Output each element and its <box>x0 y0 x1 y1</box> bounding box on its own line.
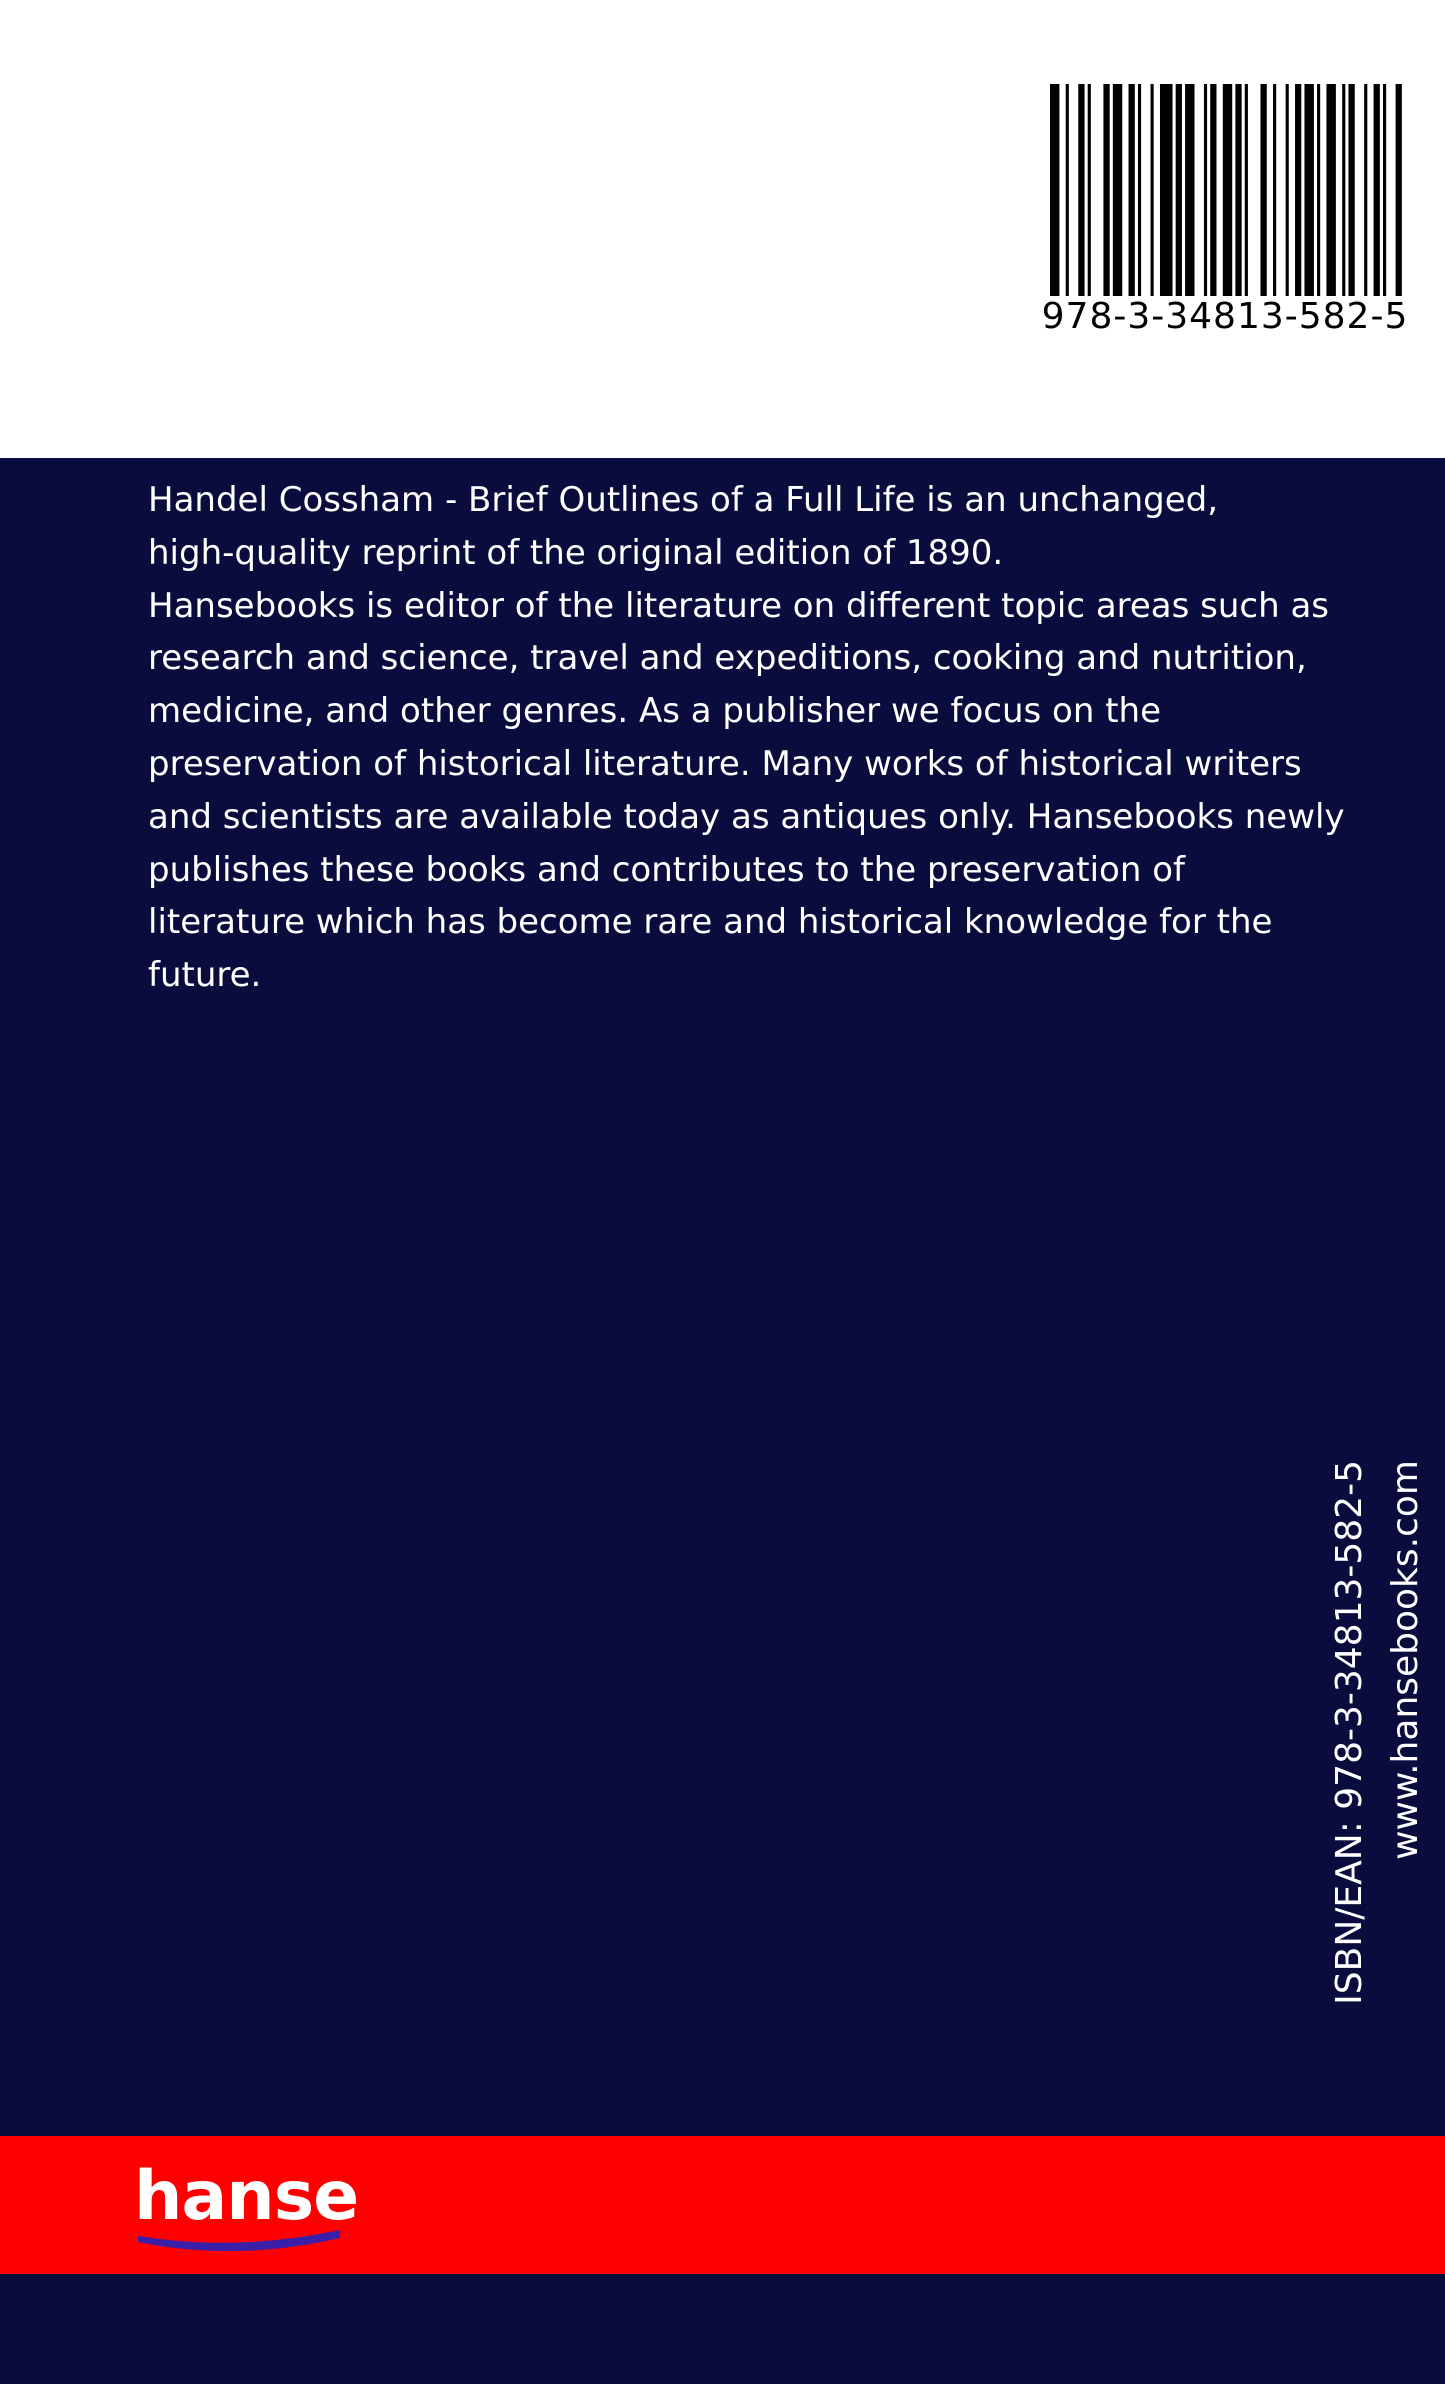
barcode-bar <box>1235 84 1241 296</box>
isbn-vertical-block <box>1322 1460 1442 2010</box>
barcode-bar <box>1223 84 1232 296</box>
barcode-bar <box>1151 84 1154 296</box>
logo-swoosh-icon <box>136 2222 342 2262</box>
barcode-bar <box>1273 84 1276 296</box>
hanse-wordmark: hanse <box>134 2157 359 2236</box>
barcode-bar <box>1129 84 1135 296</box>
barcode-bar <box>1326 84 1335 296</box>
barcode-bar <box>1160 84 1173 296</box>
barcode-bar <box>1088 84 1091 296</box>
barcode-bar <box>1383 84 1386 296</box>
barcode-bar <box>1176 84 1182 296</box>
website-link[interactable]: www.hansebooks.com <box>1385 1460 1426 1860</box>
back-cover-blurb: Handel Cossham - Brief Outlines of a Full Life is an unchanged, high-quality reprint of the original edition of 1890. Hansebooks is editor of the literature on different topic areas such as research and science, travel and expeditions, cooking and nutrition, medicine, and other genres. As a publisher we focus on the preservation of historical literature. Many works of historical writers and scientists are available today as antiques only. Hansebooks newly publishes these books and contributes to the preservation of literature which has become rare and historical knowledge for the future. <box>148 480 1345 996</box>
barcode-bar <box>1138 84 1141 296</box>
barcode-bar <box>1050 84 1059 296</box>
barcode-bar <box>1348 84 1354 296</box>
hanse-logo <box>134 2152 359 2262</box>
barcode-bar <box>1396 84 1402 296</box>
barcode-bar <box>1210 84 1216 296</box>
barcode-bar <box>1078 84 1084 296</box>
barcode-bar <box>1364 84 1367 296</box>
barcode-bar <box>1113 84 1122 296</box>
barcode-bar <box>1317 84 1320 296</box>
barcode-bar <box>1286 84 1289 296</box>
barcode-bar <box>1185 84 1194 296</box>
top-white-band <box>0 0 1445 458</box>
barcode-bar <box>1103 84 1109 296</box>
barcode-number: 978-3-34813-582-5 <box>1041 296 1409 337</box>
barcode-bar <box>1304 84 1313 296</box>
barcode-bar <box>1342 84 1345 296</box>
barcode-bar <box>1245 84 1248 296</box>
barcode <box>1050 84 1405 296</box>
barcode-bar <box>1295 84 1301 296</box>
barcode-bars <box>1050 84 1405 296</box>
isbn-line: ISBN/EAN: 978-3-34813-582-5 <box>1329 1460 1370 2005</box>
barcode-bar <box>1374 84 1380 296</box>
isbn-vertical-text <box>1322 1460 1442 2010</box>
barcode-bar <box>1066 84 1069 296</box>
barcode-bar <box>1204 84 1207 296</box>
publisher-band <box>0 2136 1445 2274</box>
barcode-bar <box>1260 84 1266 296</box>
